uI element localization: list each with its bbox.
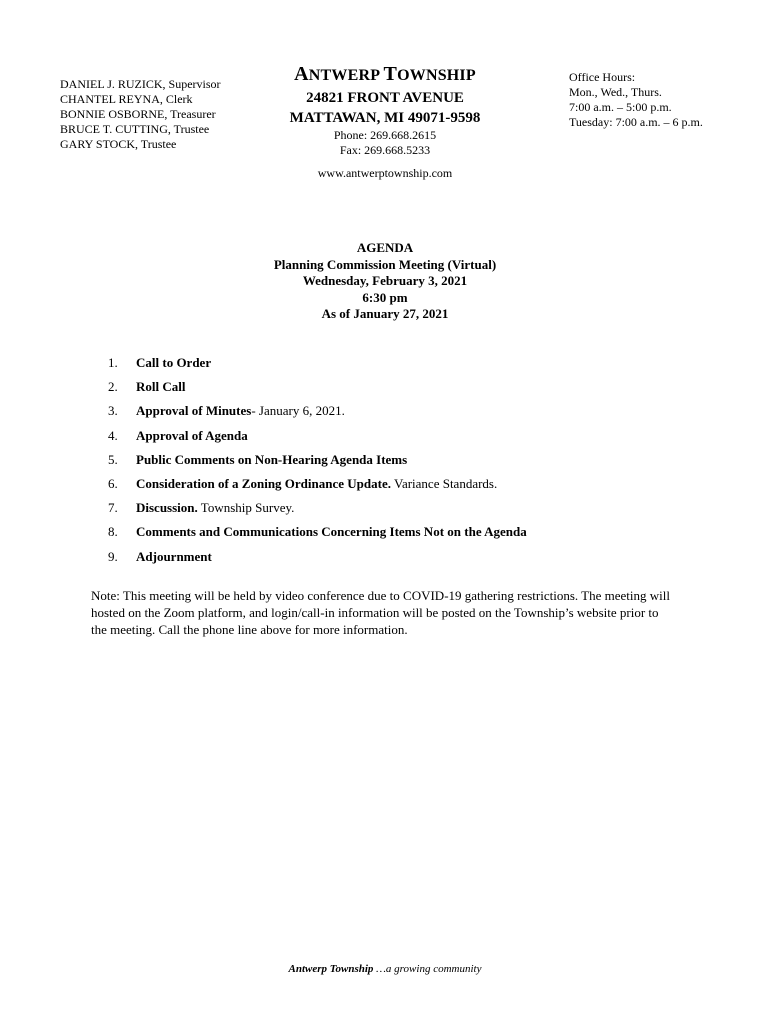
address-line-1: 24821 FRONT AVENUE — [306, 90, 464, 106]
meeting-time: 6:30 pm — [362, 289, 408, 305]
agenda-item: 4. Approval of Agenda — [108, 427, 248, 443]
agenda-as-of: As of January 27, 2021 — [321, 306, 449, 321]
meeting-note: Note: This meeting will be held by video conference due to COVID-19 gathering restrictions. The meeting will hosted on the Zoom platform, and login/call-in information will be posted on the Township’s website prior to the meeting. Call the phone line above for more information. — [91, 588, 670, 637]
official-treasurer: BONNIE OSBORNE, Treasurer — [60, 107, 216, 121]
office-hours-label: Office Hours: — [569, 70, 636, 84]
agenda-item: 1. Call to Order — [108, 355, 212, 370]
official-supervisor: DANIEL J. RUZICK, Supervisor — [60, 77, 221, 91]
agenda-item: 6. Consideration of a Zoning Ordinance Update. Variance Standards. — [108, 475, 498, 491]
office-hours-tuesday: Tuesday: 7:00 a.m. – 6 p.m. — [569, 115, 703, 129]
website-url: www.antwerptownship.com — [317, 166, 453, 180]
agenda-item: 2. Roll Call — [108, 379, 186, 395]
township-name: ANTWERP TOWNSHIP — [294, 63, 476, 85]
meeting-name: Planning Commission Meeting (Virtual) — [273, 256, 497, 272]
official-clerk: CHANTEL REYNA, Clerk — [60, 92, 193, 106]
letterhead — [255, 62, 515, 158]
official-trustee-1: BRUCE T. CUTTING, Trustee — [60, 122, 210, 136]
fax-number: Fax: 269.668.5233 — [339, 143, 431, 157]
agenda-item: 5. Public Comments on Non-Hearing Agenda Items — [108, 451, 408, 467]
phone-number: Phone: 269.668.2615 — [333, 128, 437, 142]
officials-list — [60, 77, 221, 152]
footer-slogan: Antwerp Township …a growing community — [288, 963, 482, 975]
meeting-date: Wednesday, February 3, 2021 — [302, 273, 468, 288]
agenda-item: 8. Comments and Communications Concerning Items Not on the Agenda — [108, 524, 527, 540]
agenda-items — [108, 354, 527, 572]
office-hours — [569, 70, 703, 130]
office-hours-days: Mon., Wed., Thurs. — [569, 85, 662, 99]
agenda-item: 3. Approval of Minutes- January 6, 2021. — [108, 403, 345, 419]
official-trustee-2: GARY STOCK, Trustee — [60, 137, 177, 151]
office-hours-times: 7:00 a.m. – 5:00 p.m. — [569, 100, 672, 114]
agenda-heading — [185, 240, 585, 323]
agenda-title: AGENDA — [356, 240, 414, 255]
agenda-item: 7. Discussion. Township Survey. — [108, 500, 295, 516]
agenda-item: 9. Adjournment — [108, 548, 212, 564]
address-line-2: MATTAWAN, MI 49071-9598 — [289, 110, 481, 126]
